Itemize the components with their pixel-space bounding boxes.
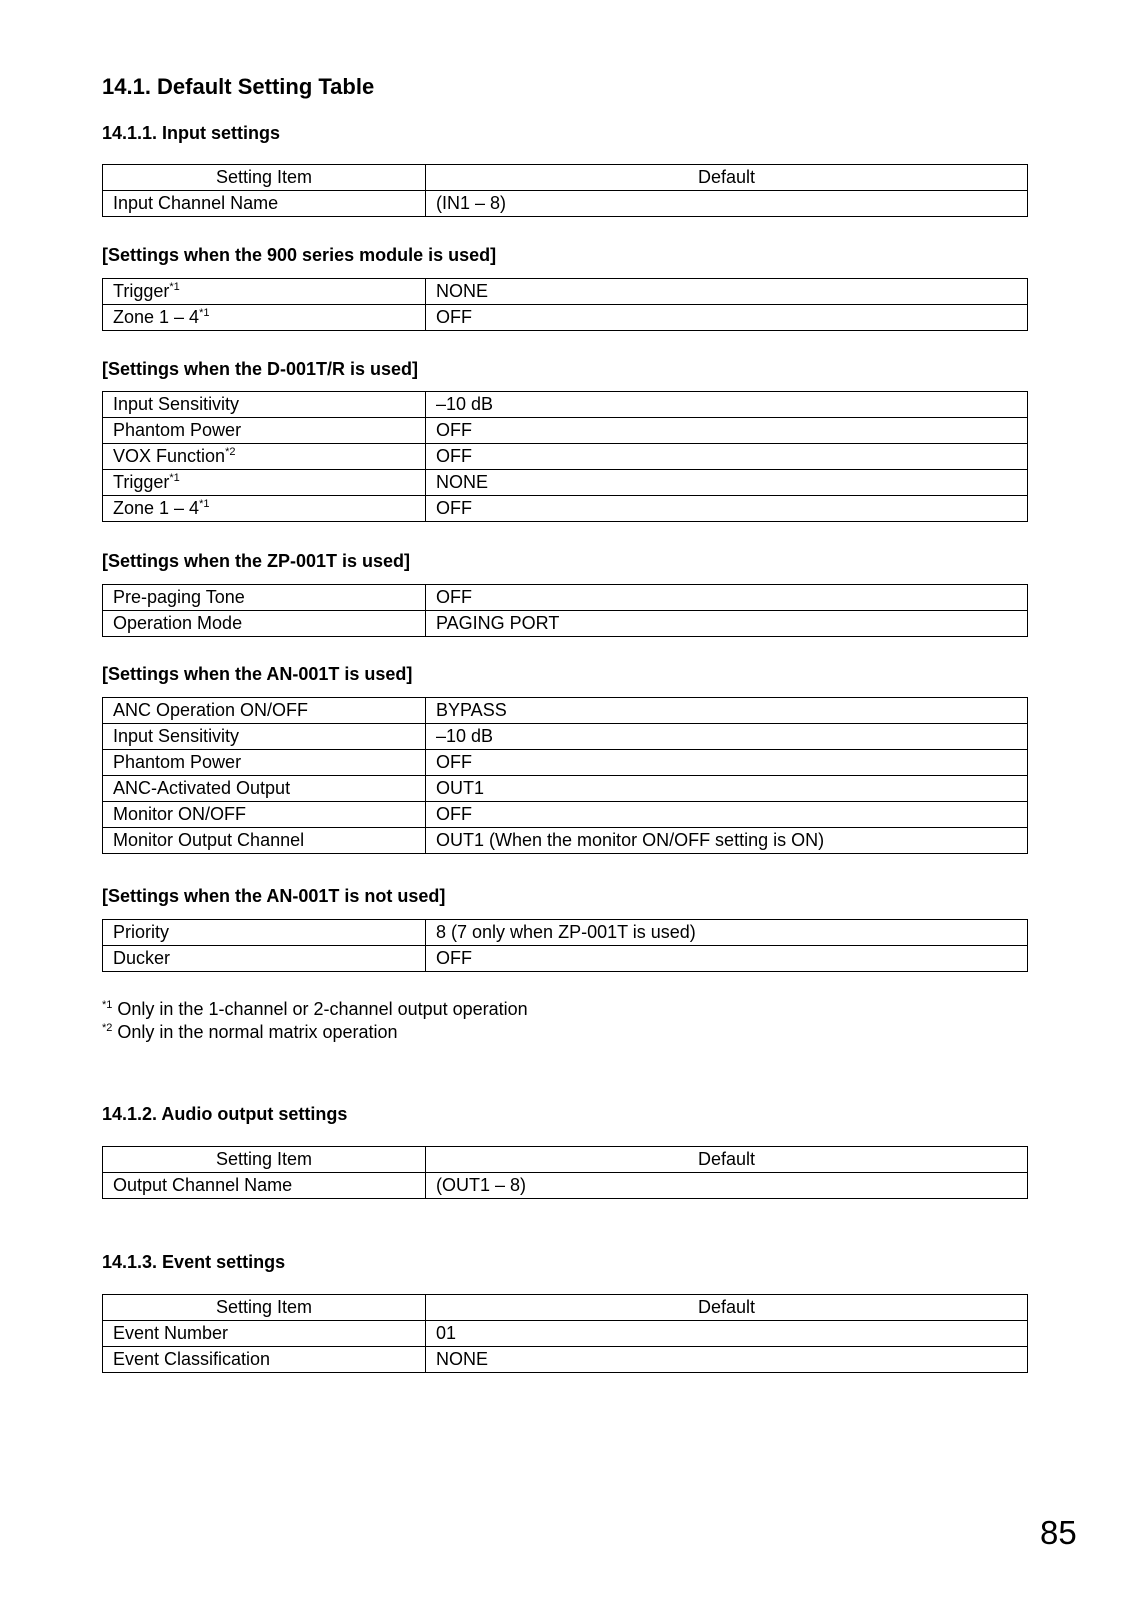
audio-output-table (102, 1146, 1028, 1199)
footnote-marker: *2 (102, 1022, 113, 1034)
table-row (103, 418, 1028, 444)
footnote-marker: *1 (169, 281, 180, 293)
default-value-cell: OFF (426, 418, 1028, 444)
default-value-cell: OFF (426, 585, 1028, 611)
setting-item-cell: Zone 1 – 4$^{*1}$ (103, 305, 426, 331)
default-value-cell: –10 dB (426, 724, 1028, 750)
table-row (103, 776, 1028, 802)
zp001-caption: [Settings when the ZP-001T is used] (102, 551, 411, 571)
default-value-cell: (OUT1 – 8) (426, 1173, 1028, 1199)
table-row (103, 392, 1028, 418)
table-row (103, 611, 1028, 637)
input-settings-heading: 14.1.1. Input settings (102, 123, 281, 143)
header-setting-item: Setting Item (103, 165, 426, 191)
an001-used-caption: [Settings when the AN-001T is used] (102, 664, 413, 684)
table-header-row (103, 1147, 1028, 1173)
setting-item-cell: Monitor ON/OFF (103, 802, 426, 828)
table-header-row (103, 1295, 1028, 1321)
table-row (103, 1173, 1028, 1199)
table-row (103, 1347, 1028, 1373)
default-value-cell: NONE (426, 470, 1028, 496)
setting-item-cell: Input Sensitivity (103, 724, 426, 750)
table-row (103, 1321, 1028, 1347)
footnote-marker: *1 (199, 498, 210, 510)
setting-item-cell: Input Channel Name (103, 191, 426, 217)
default-value-cell: 8 (7 only when ZP-001T is used) (426, 920, 1028, 946)
header-setting-item: Setting Item (103, 1295, 426, 1321)
header-default: Default (426, 165, 1028, 191)
footnote-marker: *2 (225, 446, 236, 458)
default-value-cell: PAGING PORT (426, 611, 1028, 637)
setting-item-cell: Pre-paging Tone (103, 585, 426, 611)
setting-item-cell: Phantom Power (103, 750, 426, 776)
table-header-row (103, 165, 1028, 191)
series900-table (102, 278, 1028, 331)
table-row (103, 279, 1028, 305)
footnote-marker: *1 (169, 472, 180, 484)
default-value-cell: NONE (426, 279, 1028, 305)
setting-item-cell: Input Sensitivity (103, 392, 426, 418)
header-default: Default (426, 1147, 1028, 1173)
setting-item-cell: Trigger$^{*1}$ (103, 470, 426, 496)
default-value-cell: OUT1 (When the monitor ON/OFF setting is ON) (426, 828, 1028, 854)
table-row (103, 585, 1028, 611)
setting-item-cell: Trigger$^{*1}$ (103, 279, 426, 305)
default-value-cell: OUT1 (426, 776, 1028, 802)
setting-item-cell: ANC Operation ON/OFF (103, 698, 426, 724)
an001-not-used-caption: [Settings when the AN-001T is not used] (102, 886, 446, 906)
table-row (103, 724, 1028, 750)
d001-table (102, 391, 1028, 522)
default-value-cell: –10 dB (426, 392, 1028, 418)
footnote: $^{*2}$ Only in the normal matrix operation (102, 1022, 398, 1042)
default-value-cell: OFF (426, 305, 1028, 331)
table-row (103, 305, 1028, 331)
default-value-cell: OFF (426, 496, 1028, 522)
input-settings-table (102, 164, 1028, 217)
table-row (103, 828, 1028, 854)
table-row (103, 750, 1028, 776)
setting-item-cell: Ducker (103, 946, 426, 972)
setting-item-cell: Phantom Power (103, 418, 426, 444)
default-value-cell: OFF (426, 802, 1028, 828)
setting-item-cell: VOX Function$^{*2}$ (103, 444, 426, 470)
page-number: 85 (1040, 1514, 1077, 1551)
table-row (103, 470, 1028, 496)
series900-caption: [Settings when the 900 series module is used] (102, 245, 497, 265)
default-value-cell: (IN1 – 8) (426, 191, 1028, 217)
default-value-cell: BYPASS (426, 698, 1028, 724)
default-value-cell: OFF (426, 946, 1028, 972)
setting-item-cell: Zone 1 – 4$^{*1}$ (103, 496, 426, 522)
table-row (103, 191, 1028, 217)
table-row (103, 496, 1028, 522)
header-default: Default (426, 1295, 1028, 1321)
default-value-cell: OFF (426, 750, 1028, 776)
zp001-table (102, 584, 1028, 637)
table-row (103, 946, 1028, 972)
event-settings-heading: 14.1.3. Event settings (102, 1252, 286, 1272)
setting-item-cell: Event Classification (103, 1347, 426, 1373)
table-row (103, 698, 1028, 724)
default-value-cell: OFF (426, 444, 1028, 470)
setting-item-cell: Priority (103, 920, 426, 946)
page-title: 14.1. Default Setting Table (102, 74, 375, 99)
header-setting-item: Setting Item (103, 1147, 426, 1173)
table-row (103, 802, 1028, 828)
default-value-cell: 01 (426, 1321, 1028, 1347)
an001-used-table (102, 697, 1028, 854)
default-value-cell: NONE (426, 1347, 1028, 1373)
setting-item-cell: ANC-Activated Output (103, 776, 426, 802)
setting-item-cell: Monitor Output Channel (103, 828, 426, 854)
event-settings-table (102, 1294, 1028, 1373)
setting-item-cell: Event Number (103, 1321, 426, 1347)
d001-caption: [Settings when the D-001T/R is used] (102, 359, 419, 379)
footnote-marker: *1 (199, 307, 210, 319)
footnote: $^{*1}$ Only in the 1-channel or 2-channel output operation (102, 999, 528, 1019)
an001-not-used-table (102, 919, 1028, 972)
footnote-marker: *1 (102, 999, 113, 1011)
audio-output-heading: 14.1.2. Audio output settings (102, 1104, 348, 1124)
table-row (103, 444, 1028, 470)
setting-item-cell: Operation Mode (103, 611, 426, 637)
setting-item-cell: Output Channel Name (103, 1173, 426, 1199)
table-row (103, 920, 1028, 946)
